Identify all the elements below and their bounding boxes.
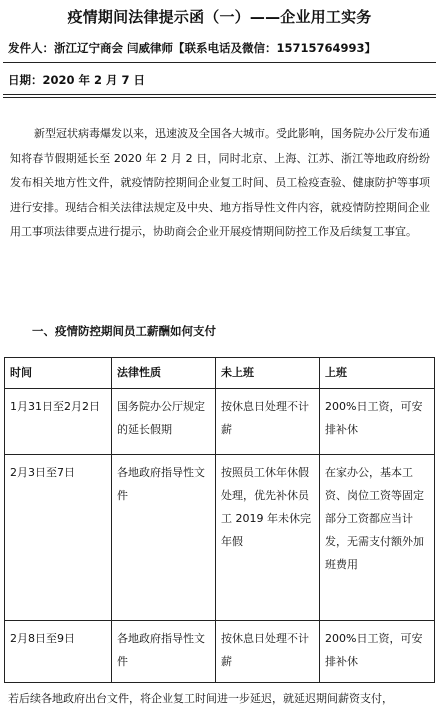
header-cell-time: 时间 xyxy=(5,358,112,389)
table-cell: 按照员工休年休假处理，优先补休员工 2019 年未休完年假 xyxy=(216,455,320,621)
table-cell: 2月3日至7日 xyxy=(5,455,112,621)
header-cell-working: 上班 xyxy=(320,358,435,389)
sender-line: 发件人：浙江辽宁商会 闫威律师【联系电话及微信：15715764993】 xyxy=(8,41,377,55)
document-title: 疫情期间法律提示函（一）——企业用工实务 xyxy=(67,8,372,26)
table-cell: 各地政府指导性文件 xyxy=(112,455,216,621)
table-cell: 按休息日处理不计薪 xyxy=(216,389,320,455)
table-row xyxy=(5,389,435,455)
salary-table xyxy=(4,357,435,683)
section-heading: 一、疫情防控期间员工薪酬如何支付 xyxy=(32,324,216,338)
table-row xyxy=(5,455,435,621)
table-cell: 1月31日至2月2日 xyxy=(5,389,112,455)
intro-paragraph: 新型冠状病毒爆发以来，迅速波及全国各大城市。受此影响，国务院办公厅发布通知将春节假期延长至 2020 年 2 月 2 日，同时北京、上海、江苏、浙江等地政府纷纷发布相关地方性文件，就疫情防控期间企业复工时间、员工检疫查验、健康防护等事项进行安排。现结合相关法律法规定及中央、地方指导性文件内容，就疫情防控期间企业用工事项法律要点进行提示，协助商会企业开展疫情期间防控工作及后续复工事宜。 xyxy=(10,127,430,238)
table-cell: 国务院办公厅规定的延长假期 xyxy=(112,389,216,455)
header-cell-not-working: 未上班 xyxy=(216,358,320,389)
date-line: 日期：2020 年 2 月 7 日 xyxy=(8,73,146,87)
table-cell: 按休息日处理不计薪 xyxy=(216,621,320,683)
divider xyxy=(3,94,436,95)
table-cell: 200%日工资，可安排补休 xyxy=(320,389,435,455)
footer-paragraph: 若后续各地政府出台文件，将企业复工时间进一步延迟，就延迟期间薪资支付， xyxy=(8,692,393,705)
table-row xyxy=(5,621,435,683)
header-cell-legal-nature: 法律性质 xyxy=(112,358,216,389)
table-header-row xyxy=(5,358,435,389)
table-cell: 200%日工资，可安排补休 xyxy=(320,621,435,683)
divider xyxy=(3,97,436,98)
divider xyxy=(3,62,436,63)
table-cell: 各地政府指导性文件 xyxy=(112,621,216,683)
table-cell: 在家办公，基本工资、岗位工资等固定部分工资都应当计发，无需支付额外加班费用 xyxy=(320,455,435,621)
table-cell: 2月8日至9日 xyxy=(5,621,112,683)
